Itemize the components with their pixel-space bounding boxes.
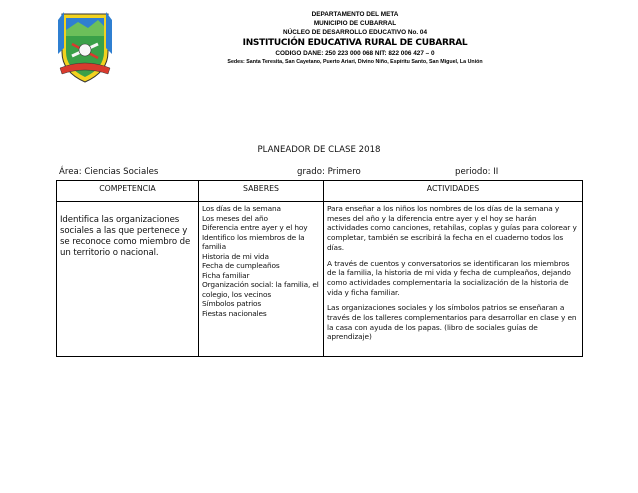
actividad-paragraph: A través de cuentos y conversatorios se identificaran los miembros de la familia, la historia de mi vida y fecha de cumpleaños, dejando como actividades complementaria la socialización de la historia de vida y ficha familiar. — [327, 258, 571, 297]
list-item: Identifico los miembros de la familia — [202, 232, 305, 251]
table-header-row — [57, 181, 583, 202]
actividad-paragraph: Para enseñar a los niños los nombres de los días de la semana y meses del año y la diferencia entre ayer y el hoy se harán actividades como canciones, retahílas, coplas y guías para colorear y completar, también se escribirá la fecha en el cuaderno todos los días. — [327, 204, 577, 252]
competencia-cell — [57, 202, 199, 357]
sedes-line: Sedes: Santa Teresita, San Cayetano, Puerto Ariari, Divino Niño, Espíritu Santo, San Miguel, La Unión — [227, 59, 483, 65]
list-item: Fecha de cumpleaños — [202, 261, 280, 270]
list-item: Los días de la semana — [202, 204, 281, 213]
list-item: Fiestas nacionales — [202, 308, 267, 318]
header-saberes: SABERES — [199, 181, 324, 202]
table-row — [57, 202, 583, 357]
department-line: DEPARTAMENTO DEL META — [311, 11, 399, 18]
competencia-text: Identifica las organizaciones sociales a las que pertenece y se reconoce como miembro de un territorio o nacional. — [60, 215, 191, 258]
list-item: Los meses del año — [202, 213, 268, 223]
municipality-line: MUNICIPIO DE CUBARRAL — [313, 20, 397, 27]
header-competencia: COMPETENCIA — [57, 181, 199, 202]
dane-nit-line: CODIGO DANE: 250 223 000 068 NIT: 822 006 427 – 0 — [275, 50, 435, 57]
saberes-list — [202, 204, 320, 318]
list-item: Símbolos patrios — [202, 299, 262, 308]
institution-header — [120, 10, 590, 67]
school-shield-logo — [58, 8, 112, 84]
area-label: Área: Ciencias Sociales — [59, 167, 159, 177]
list-item: Historia de mi vida — [202, 251, 269, 261]
header-actividades: ACTIVIDADES — [324, 181, 583, 202]
periodo-label: periodo: II — [455, 167, 499, 177]
grado-label: grado: Primero — [297, 167, 361, 177]
plan-title: PLANEADOR DE CLASE 2018 — [257, 145, 381, 155]
nucleus-line: NÚCLEO DE DESARROLLO EDUCATIVO No. 04 — [282, 29, 428, 36]
planner-table — [56, 180, 583, 357]
actividad-paragraph: Las organizaciones sociales y los símbolos patrios se enseñaran a través de los talleres complementarios para desarrollar en clase y en la casa con ayuda de los papas. (libro de sociales guías de aprendizaje) — [327, 303, 577, 342]
saberes-cell — [199, 202, 324, 357]
list-item: Diferencia entre ayer y el hoy — [202, 223, 308, 232]
list-item: Organización social: la familia, el colegio, los vecinos — [202, 280, 319, 299]
institution-name: INSTITUCIÓN EDUCATIVA RURAL DE CUBARRAL — [242, 38, 468, 48]
actividades-cell — [324, 202, 583, 357]
list-item: Ficha familiar — [202, 270, 250, 280]
